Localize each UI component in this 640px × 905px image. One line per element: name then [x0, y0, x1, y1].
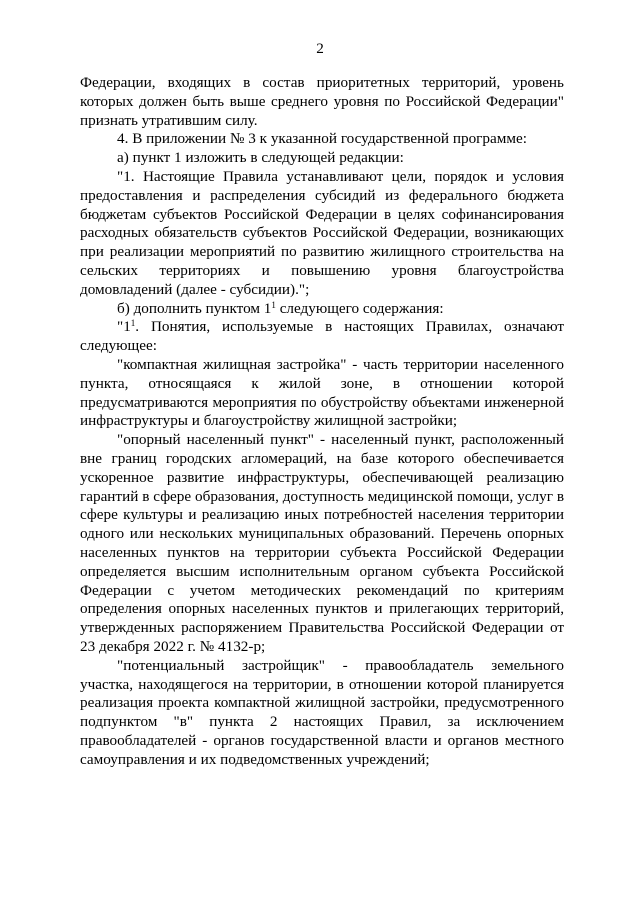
- paragraph-definition-compact-housing: "компактная жилищная застройка" - часть территории населенного пункта, относящаяся к жилой зоне, в отношении которой предусматриваются мероприятия по обустройству объектами инженерной инфраструктуры и благоустройству жилищной застройки;: [80, 355, 564, 430]
- paragraph-continuation: Федерации, входящих в состав приоритетных территорий, уровень которых должен быть выше среднего уровня по Российской Федерации" признать утратившим силу.: [80, 74, 564, 129]
- text-segment: следующего содержания:: [275, 299, 444, 317]
- text-segment: "1: [117, 318, 131, 336]
- paragraph-definition-potential-developer: "потенциальный застройщик" - правообладатель земельного участка, находящегося на территории, в отношении которой планируется реализация проекта компактной жилищной застройки, предусмотренного подпунктом "в" пункта 2 настоящих Правил, за исключением правообладателей - органов государственной власти и органов местного самоуправления и их подведомственных учреждений;: [80, 656, 564, 768]
- page-number: 2: [316, 40, 324, 57]
- paragraph-point-1: "1. Настоящие Правила устанавливают цели, порядок и условия предоставления и распределения субсидий из федерального бюджета бюджетам субъектов Российской Федерации в целях софинансирования расходных обязательств субъектов Российской Федерации, возникающих при реализации мероприятий по развитию жилищного строительства на сельских территориях и повышению уровня благоустройства домовладений (далее - субсидии).";: [80, 167, 564, 298]
- document-body: [80, 74, 564, 769]
- paragraph-item-4: 4. В приложении № 3 к указанной государственной программе:: [117, 130, 527, 148]
- paragraph-definition-support-settlement: "опорный населенный пункт" - населенный пункт, расположенный вне границ городских агломераций, на базе которого обеспечивается ускоренное развитие инфраструктуры, обеспечивающей реализацию гарантий в сфере образования, доступность медицинской помощи, услуг в сфере культуры и реализацию иных потребностей населения территории одного или нескольких муниципальных образований. Перечень опорных населенных пунктов на территории субъекта Российской Федерации определяется высшим исполнительным органом субъекта Российской Федерации с учетом методических рекомендаций по критериям определения опорных населенных пунктов и прилегающих территорий, утвержденных распоряжением Правительства Российской Федерации от 23 декабря 2022 г. № 4132-р;: [80, 431, 564, 655]
- paragraph-subitem-b: [80, 300, 564, 319]
- text-segment: б) дополнить пунктом 1: [117, 299, 272, 317]
- text-segment: . Понятия, используемые в настоящих Правилах, означают следующее:: [80, 318, 564, 355]
- paragraph-subitem-a: а) пункт 1 изложить в следующей редакции:: [117, 149, 404, 167]
- paragraph-point-1-1: [80, 318, 564, 356]
- superscript: 1: [271, 299, 276, 310]
- superscript: 1: [130, 318, 136, 329]
